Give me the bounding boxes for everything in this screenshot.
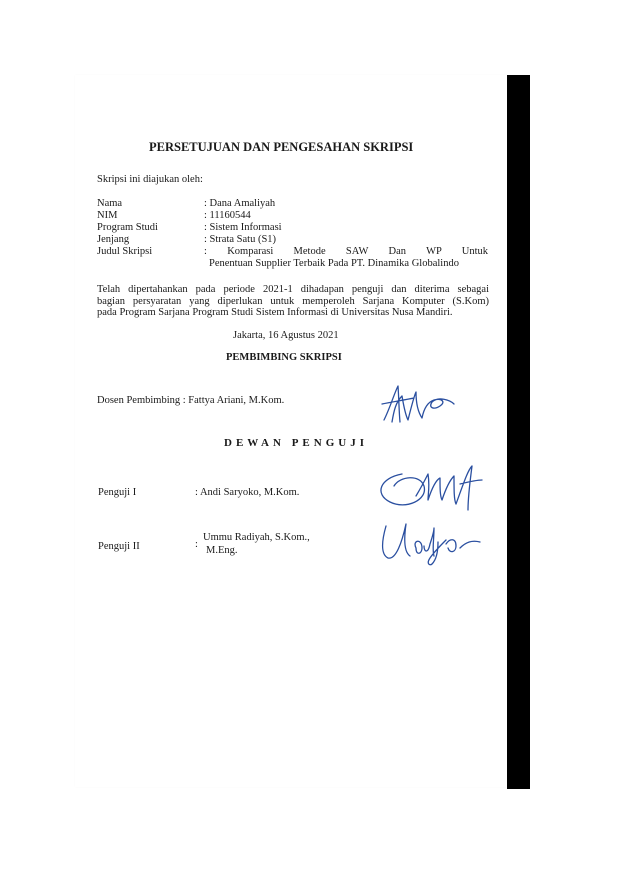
paragraph-line-1: Telah dipertahankan pada periode 2021-1 dihadapan penguji dan diterima sebagai bbox=[97, 284, 489, 295]
paragraph-line-3: pada Program Sarjana Program Studi Sistem Informasi di Universitas Nusa Mandiri. bbox=[97, 307, 453, 318]
place-date: Jakarta, 16 Agustus 2021 bbox=[233, 330, 339, 341]
scan-edge-bar bbox=[507, 75, 530, 789]
dewan-heading: DEWAN PENGUJI bbox=[224, 437, 368, 449]
document-title: PERSETUJUAN DAN PENGESAHAN SKRIPSI bbox=[149, 140, 414, 154]
field-value-jenjang: : Strata Satu (S1) bbox=[204, 234, 277, 245]
field-value-nama: : Dana Amaliyah bbox=[204, 198, 276, 209]
penguji-1-label: Penguji I bbox=[98, 487, 137, 498]
penguji-2-label: Penguji II bbox=[98, 541, 140, 552]
field-label-nim: NIM bbox=[97, 210, 118, 221]
field-label-program-studi: Program Studi bbox=[97, 222, 158, 233]
intro-text: Skripsi ini diajukan oleh: bbox=[97, 174, 203, 185]
field-label-judul: Judul Skripsi bbox=[97, 246, 153, 257]
dosen-pembimbing: Dosen Pembimbing : Fattya Ariani, M.Kom. bbox=[97, 395, 285, 406]
penguji-2-value-line1: Ummu Radiyah, S.Kom., bbox=[203, 532, 310, 543]
field-value-judul-line1: : Komparasi Metode SAW Dan WP Untuk bbox=[204, 246, 488, 257]
paragraph-line-2: bagian persyaratan yang diperlukan untuk memperoleh Sarjana Komputer (S.Kom) bbox=[97, 295, 489, 307]
penguji-2-value-line2: M.Eng. bbox=[206, 545, 238, 556]
field-value-program-studi: : Sistem Informasi bbox=[204, 222, 282, 233]
field-value-judul-line2: Penentuan Supplier Terbaik Pada PT. Dinamika Globalindo bbox=[209, 258, 459, 269]
field-value-nim: : 11160544 bbox=[204, 210, 251, 221]
penguji-2-colon: : bbox=[195, 539, 198, 550]
field-label-nama: Nama bbox=[97, 198, 123, 209]
penguji-1-value: : Andi Saryoko, M.Kom. bbox=[195, 487, 300, 498]
penguji-1-signature bbox=[372, 460, 484, 514]
pembimbing-heading: PEMBIMBING SKRIPSI bbox=[226, 352, 342, 363]
pembimbing-signature bbox=[378, 382, 460, 428]
field-label-jenjang: Jenjang bbox=[97, 234, 130, 245]
penguji-2-signature bbox=[376, 518, 486, 568]
